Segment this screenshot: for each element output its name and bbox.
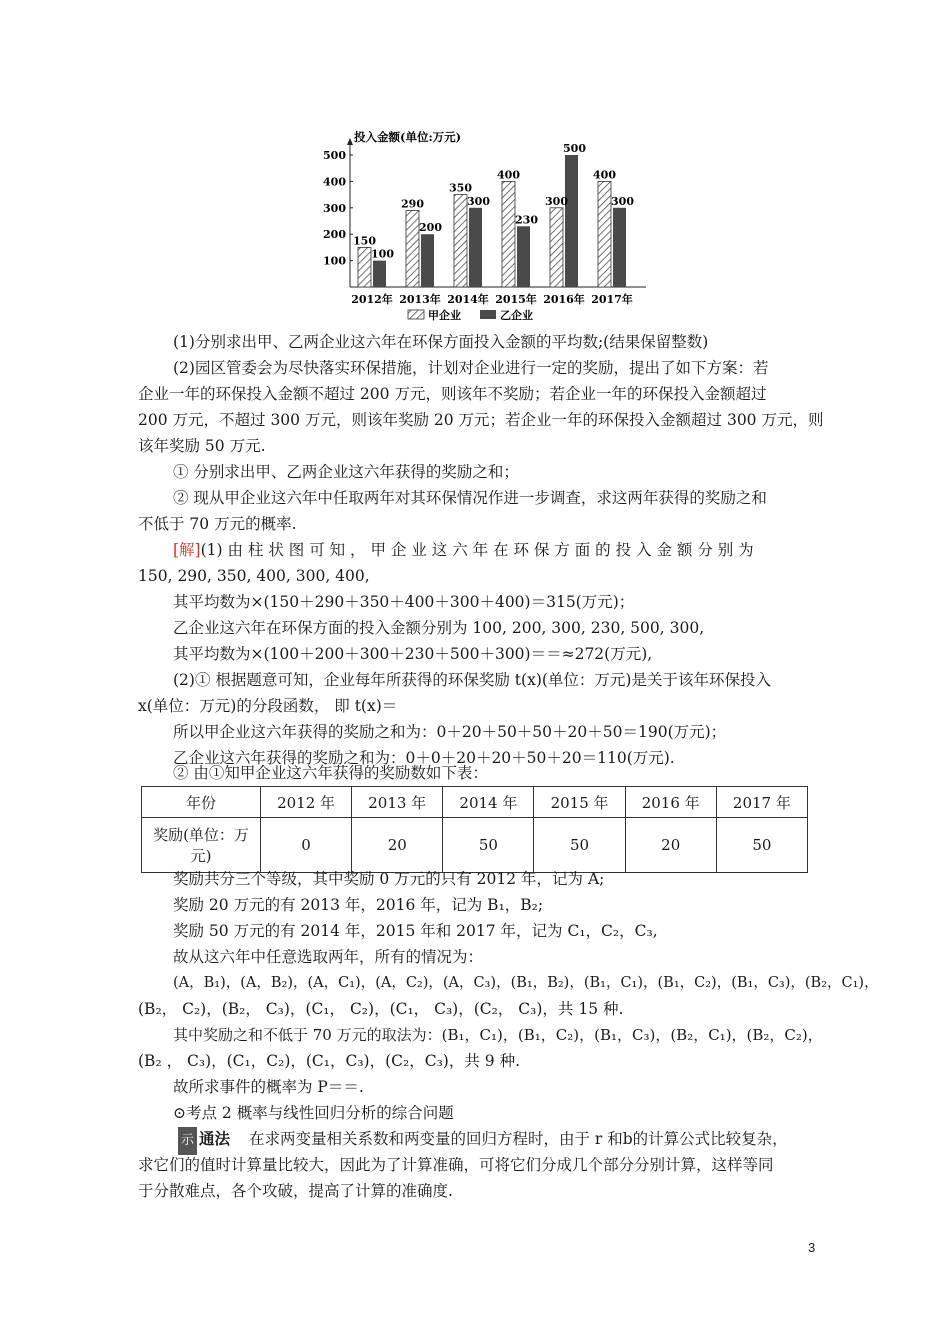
x-tick-label: 2013年 — [399, 293, 441, 306]
bar-yi — [565, 155, 578, 287]
table-cell: 年份 — [142, 787, 261, 818]
bar-jia — [406, 210, 419, 287]
bar-value-label: 300 — [611, 194, 634, 208]
question-2-sub-2-cont: 不低于 70 万元的概率. — [138, 515, 297, 533]
solution-tag: [解] — [173, 541, 201, 559]
bar-jia — [598, 181, 611, 287]
table-cell: 2015 年 — [534, 787, 625, 818]
legend-swatch-yi — [480, 310, 496, 319]
bar-jia — [502, 181, 515, 287]
table-cell: 50 — [534, 818, 625, 873]
bar-value-label: 300 — [545, 194, 568, 208]
bar-jia — [550, 208, 563, 287]
x-tick-label: 2015年 — [495, 293, 537, 306]
text-line: 奖励共分三个等级，其中奖励 0 万元的只有 2012 年，记为 A; — [173, 870, 605, 888]
table-cell: 50 — [443, 818, 534, 873]
y-axis-arrow — [347, 138, 353, 145]
row-label-line-1: 奖励(单位：万 — [153, 826, 249, 844]
bar-value-label: 150 — [353, 234, 376, 248]
x-tick-label: 2012年 — [351, 293, 393, 306]
bar-chart — [320, 125, 650, 325]
bar-yi — [469, 208, 482, 287]
bar-jia — [358, 247, 371, 287]
solution-line-10: ② 由①知甲企业这六年获得的奖励数如下表： — [173, 764, 488, 782]
y-tick-label: 400 — [323, 175, 346, 189]
text-line: (A，B₁)，(A，B₂)，(A，C₁)，(A，C₂)，(A，C₃)，(B₁，B₂)，(B₁，C₁)，(B₁，C₂)，(B₁，C₃)，(B₂，C₁)， — [173, 975, 879, 991]
y-tick-label: 300 — [323, 201, 346, 215]
tip-line-1 — [178, 1126, 858, 1155]
text-line: 奖励 50 万元的有 2014 年，2015 年和 2017 年，记为 C₁，C₂，C₃, — [173, 922, 658, 940]
bar-yi — [373, 261, 386, 287]
bar-jia — [454, 195, 467, 287]
bar-value-label: 300 — [467, 194, 490, 208]
question-1: (1)分别求出甲、乙两企业这六年在环保方面投入金额的平均数;(结果保留整数) — [173, 333, 709, 351]
text-line: 奖励 20 万元的有 2013 年，2016 年，记为 B₁，B₂; — [173, 896, 544, 914]
table-cell: 2017 年 — [716, 787, 807, 818]
x-tick-label: 2014年 — [447, 293, 489, 306]
table-cell: 2012 年 — [261, 787, 352, 818]
y-axis-title: 投入金额(单位:万元) — [354, 130, 462, 144]
question-2-line-2: 企业一年的环保投入金额不超过 200 万元，则该年不奖励；若企业一年的环保投入金额超过 — [138, 385, 767, 403]
solution-line-8: 所以甲企业这六年获得的奖励之和为：0＋20＋50＋50＋20＋50＝190(万元)； — [173, 723, 727, 741]
tip-text: 在求两变量相关系数和两变量的回归方程时，由于 r 和b的计算公式比较复杂， — [248, 1130, 788, 1148]
bar-value-label: 100 — [371, 247, 394, 261]
section-heading: ⊙考点 2 概率与线性回归分析的综合问题 — [173, 1104, 454, 1122]
row-label-line-2: 元) — [190, 847, 212, 865]
solution-line-2: 150, 290, 350, 400, 300, 400, — [138, 567, 370, 585]
solution-line-4: 乙企业这六年在环保方面的投入金额分别为 100, 200, 300, 230, 500, 300, — [173, 619, 705, 637]
bar-value-label: 400 — [593, 168, 616, 182]
question-2-line-3: 200 万元，不超过 300 万元，则该年奖励 20 万元；若企业一年的环保投入金额超过 300 万元，则 — [138, 411, 824, 429]
y-tick-label: 500 — [323, 149, 346, 162]
tip-line-3: 于分散难点，各个攻破，提高了计算的准确度. — [138, 1182, 453, 1200]
x-tick-label: 2017年 — [591, 293, 633, 306]
text-line: 故从这六年中任意选取两年，所有的情况为： — [173, 948, 484, 966]
table-cell: 0 — [261, 818, 352, 873]
reward-table — [141, 786, 808, 873]
solution-line-7: x(单位：万元)的分段函数， 即 t(x)＝ — [138, 697, 398, 715]
table-row-label — [142, 818, 261, 873]
solution-line-9: 乙企业这六年获得的奖励之和为：0＋0＋20＋20＋50＋20＝110(万元). — [173, 749, 675, 767]
solution-line-1-text: (1) 由 柱 状 图 可 知 ， 甲 企 业 这 六 年 在 环 保 方 面 的 投 入 金 额 分 别 为 — [200, 541, 754, 559]
question-2-sub-2: ② 现从甲企业这六年中任取两年对其环保情况作进一步调查，求这两年获得的奖励之和 — [173, 489, 767, 507]
text-line: 其中奖励之和不低于 70 万元的取法为：(B₁，C₁)，(B₁，C₂)，(B₁，C₃)，(B₂，C₁)，(B₂，C₂)， — [173, 1026, 823, 1044]
bar-value-label: 290 — [401, 197, 424, 211]
legend-swatch-jia — [408, 310, 424, 319]
tip-line-2: 求它们的值时计算量比较大，因此为了计算准确，可将它们分成几个部分分别计算，这样等同 — [138, 1156, 774, 1174]
chart-legend — [408, 308, 533, 322]
solution-line-1 — [173, 537, 853, 563]
bar-yi — [517, 226, 530, 287]
bar-value-label: 400 — [497, 168, 520, 182]
table-cell: 2013 年 — [352, 787, 443, 818]
bar-value-label: 500 — [563, 142, 586, 155]
text-line: (B₂， C₂)，(B₂， C₃)，(C₁， C₂)，(C₁， C₃)，(C₂， C₃)，共 15 种. — [138, 1000, 624, 1018]
question-2-line-1: (2)园区管委会为尽快落实环保措施，计划对企业进行一定的奖励，提出了如下方案：若 — [173, 359, 769, 377]
y-tick-label: 200 — [323, 228, 346, 242]
question-2-line-4: 该年奖励 50 万元. — [138, 437, 266, 455]
tip-title: 通法 — [199, 1129, 231, 1148]
text-line: 故所求事件的概率为 P＝＝. — [173, 1078, 364, 1096]
legend-label-yi: 乙企业 — [500, 309, 533, 322]
solution-line-5: 其平均数为×(100＋200＋300＋230＋500＋300)＝＝≈272(万元), — [173, 645, 653, 663]
table-cell: 2016 年 — [625, 787, 716, 818]
question-2-sub-1: ① 分别求出甲、乙两企业这六年获得的奖励之和； — [173, 463, 519, 481]
table-cell: 20 — [352, 818, 443, 873]
text-line: (B₂ ， C₃)，(C₁，C₂)，(C₁，C₃)，(C₂，C₃)，共 9 种. — [138, 1052, 520, 1070]
bar-value-label: 200 — [419, 221, 442, 235]
table-header-row — [142, 787, 808, 818]
tip-icon: 示 — [178, 1127, 197, 1155]
page-number: 3 — [808, 1240, 816, 1255]
bar-value-label: 230 — [515, 213, 538, 227]
y-tick-label: 100 — [323, 254, 346, 268]
solution-line-6: (2)① 根据题意可知，企业每年所获得的环保奖励 t(x)(单位：万元)是关于该年环保投入 — [173, 671, 771, 689]
bar-value-label: 350 — [449, 181, 472, 195]
table-row — [142, 818, 808, 873]
bar-yi — [613, 208, 626, 287]
table-cell: 2014 年 — [443, 787, 534, 818]
bar-yi — [421, 234, 434, 287]
table-cell: 50 — [716, 818, 807, 873]
x-tick-label: 2016年 — [543, 293, 585, 306]
table-cell: 20 — [625, 818, 716, 873]
legend-label-jia: 甲企业 — [428, 309, 461, 322]
solution-line-3: 其平均数为×(150＋290＋350＋400＋300＋400)＝315(万元)； — [173, 593, 635, 611]
